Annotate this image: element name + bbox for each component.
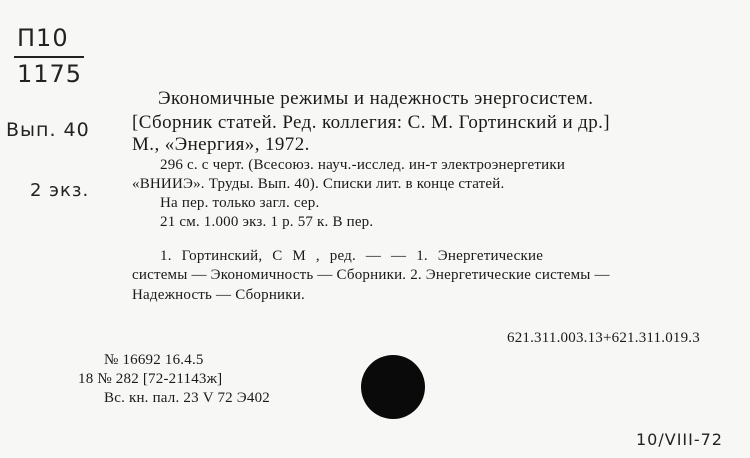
footer-line-2: 18 № 282 [72-21143ж] — [78, 371, 223, 387]
title-line-3: М., «Энергия», 1972. — [132, 134, 310, 155]
description-line-2: «ВНИИЭ». Труды. Вып. 40). Списки лит. в конце статей. — [132, 176, 505, 192]
date-stamp: 10/VIII-72 — [636, 430, 723, 449]
shelf-mark-top: П10 — [17, 24, 69, 52]
tracings-line-2: системы — Экономичность — Сборники. 2. Энергетические системы — — [132, 267, 610, 283]
shelf-mark-divider — [14, 56, 84, 58]
udc-classification: 621.311.003.13+621.311.019.3 — [507, 330, 700, 346]
footer-line-3: Вс. кн. пал. 23 V 72 Э402 — [104, 390, 270, 406]
title-line-1: Экономичные режимы и надежность энергосистем. — [158, 88, 594, 109]
description-line-1: 296 с. с черт. (Всесоюз. науч.-исслед. ин-т электроэнергетики — [160, 157, 566, 173]
footer-line-1: № 16692 16.4.5 — [104, 352, 204, 368]
tracings-line-3: Надежность — Сборники. — [132, 287, 305, 303]
tracings-line-1: 1. Гортинский, С М , ред. — — 1. Энергетические — [160, 248, 544, 264]
issue-note: Вып. 40 — [6, 119, 90, 141]
punch-hole — [361, 355, 425, 419]
description-line-3: На пер. только загл. сер. — [160, 195, 320, 211]
title-line-2: [Сборник статей. Ред. коллегия: С. М. Гортинский и др.] — [132, 112, 611, 133]
description-line-4: 21 см. 1.000 экз. 1 р. 57 к. В пер. — [160, 214, 374, 230]
copies-note: 2 экз. — [30, 180, 90, 201]
shelf-mark-bottom: 1175 — [17, 60, 83, 88]
